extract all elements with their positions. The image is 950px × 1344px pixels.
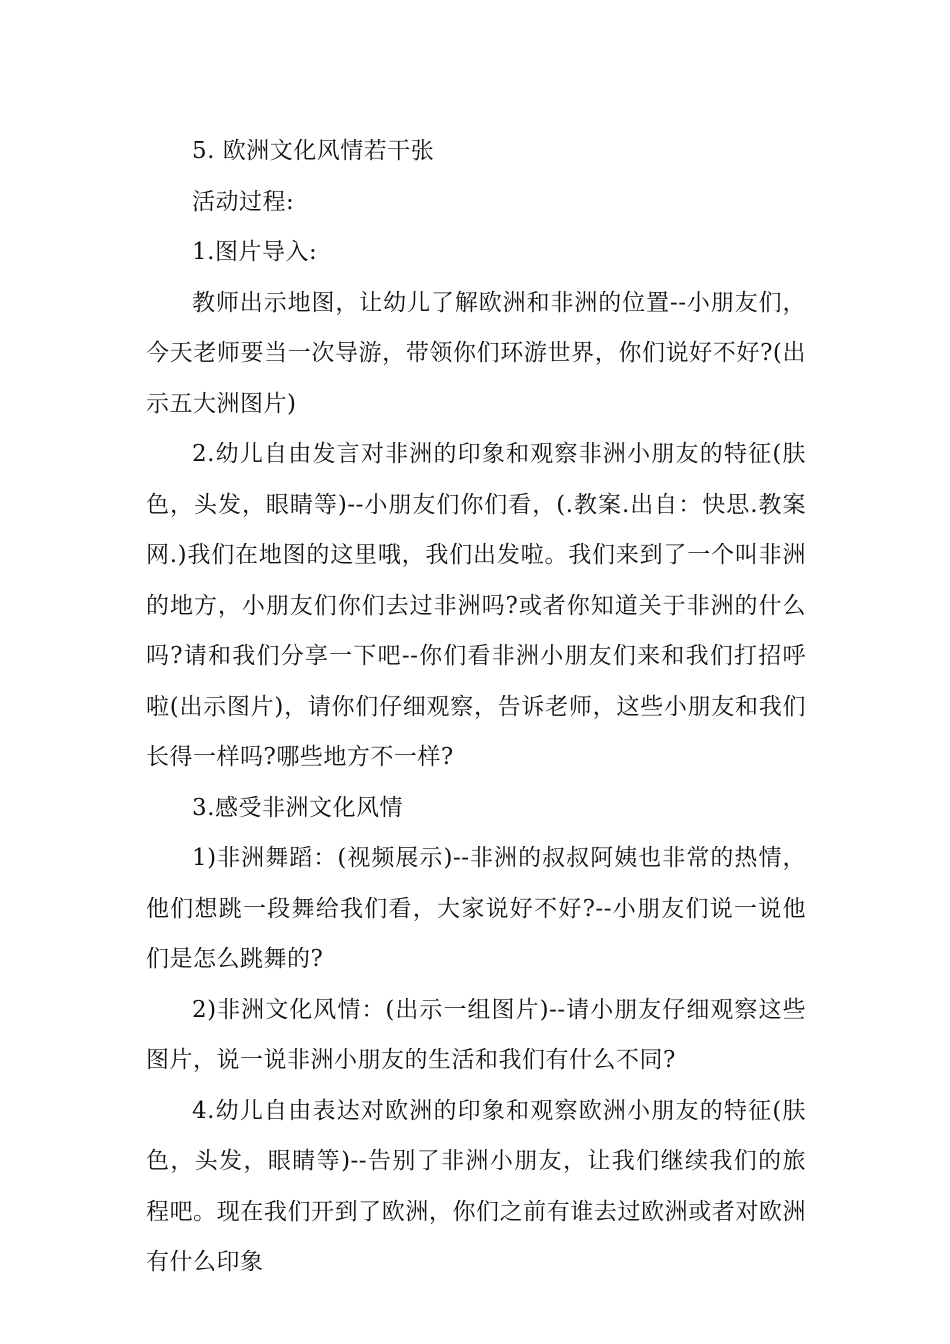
step-1-paragraph: 教师出示地图，让幼儿了解欧洲和非洲的位置--小朋友们，今天老师要当一次导游，带领你们环游世界，你们说好不好?(出示五大洲图片)	[146, 289, 806, 417]
step-heading-1: 1.图片导入:	[192, 239, 318, 265]
section-heading-process: 活动过程:	[192, 188, 295, 215]
step-3-1-paragraph: 1)非洲舞蹈：(视频展示)--非洲的叔叔阿姨也非常的热情，他们想跳一段舞给我们看，大家说好不好?--小朋友们说一说他们是怎么跳舞的?	[146, 845, 806, 972]
step-4-paragraph: 4.幼儿自由表达对欧洲的印象和观察欧洲小朋友的特征(肤色，头发，眼睛等)--告别了非洲小朋友，让我们继续我们的旅程吧。现在我们开到了欧洲，你们之前有谁去过欧洲或者对欧洲有什么印象	[146, 1097, 806, 1275]
step-3-2-paragraph: 2)非洲文化风情：(出示一组图片)--请小朋友仔细观察这些图片，说一说非洲小朋友的生活和我们有什么不同?	[146, 996, 806, 1073]
step-heading-3: 3.感受非洲文化风情	[192, 794, 403, 821]
material-item-5: 5. 欧洲文化风情若干张	[192, 138, 435, 164]
step-2-paragraph: 2.幼儿自由发言对非洲的印象和观察非洲小朋友的特征(肤色，头发，眼睛等)--小朋友们你们看，(.教案.出自：快思.教案网.)我们在地图的这里哦，我们出发啦。我们来到了一个叫非洲的地方，小朋友们你们去过非洲吗?或者你知道关于非洲的什么吗?请和我们分享一下吧--你们看非洲小朋友们来和我们打招呼啦(出示图片)，请你们仔细观察，告诉老师，这些小朋友和我们长得一样吗?哪些地方不一样?	[146, 441, 806, 770]
document-body	[146, 126, 806, 1288]
